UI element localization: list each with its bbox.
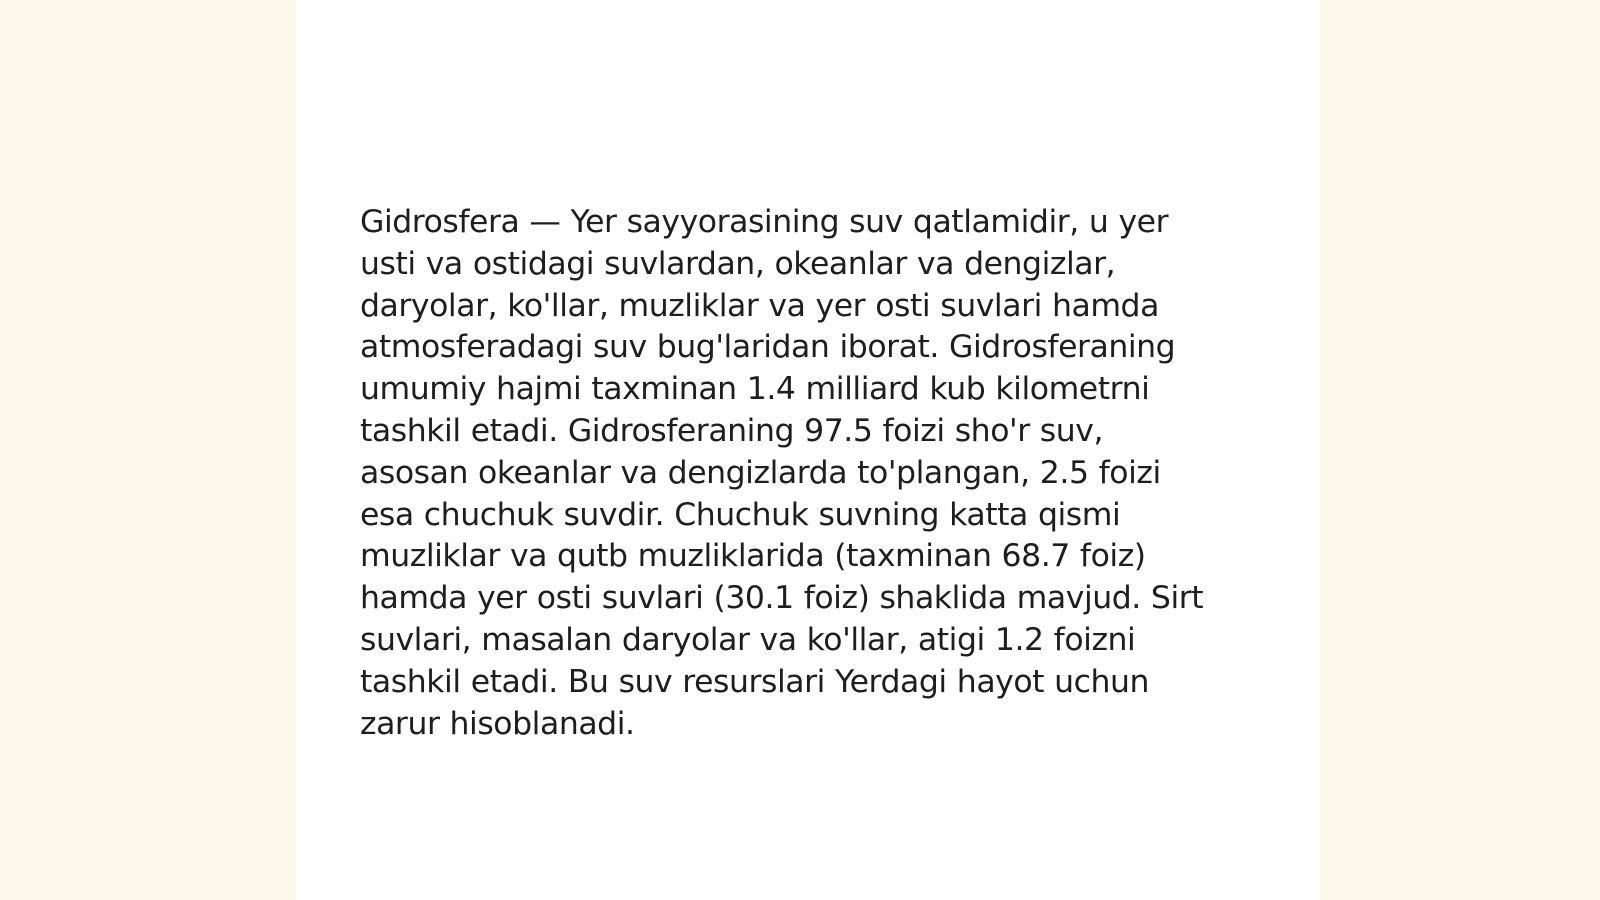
paragraph-line: hamda yer osti suvlari (30.1 foiz) shaklida mavjud. Sirt	[360, 580, 1204, 617]
paragraph-line: asosan okeanlar va dengizlarda to'plangan, 2.5 foizi	[360, 454, 1161, 491]
paragraph-line: usti va ostidagi suvlardan, okeanlar va dengizlar,	[360, 245, 1116, 282]
paragraph-line: tashkil etadi. Gidrosferaning 97.5 foizi sho'r suv,	[360, 412, 1104, 449]
paragraph-line: esa chuchuk suvdir. Chuchuk suvning katta qismi	[360, 496, 1121, 533]
right-margin	[1320, 0, 1600, 900]
paragraph-line: tashkil etadi. Bu suv resurslari Yerdagi hayot uchun	[360, 663, 1150, 700]
paragraph-line: daryolar, ko'llar, muzliklar va yer osti suvlari hamda	[360, 287, 1159, 324]
paragraph-line: suvlari, masalan daryolar va ko'llar, atigi 1.2 foizni	[360, 621, 1136, 658]
paragraph-line: muzliklar va qutb muzliklarida (taxminan 68.7 foiz)	[360, 538, 1146, 575]
paragraph-line: atmosferadagi suv bug'laridan iborat. Gidrosferaning	[360, 329, 1176, 366]
paragraph-line: zarur hisoblanadi.	[360, 705, 635, 742]
left-margin	[0, 0, 296, 900]
paragraph-line: Gidrosfera — Yer sayyorasining suv qatlamidir, u yer	[360, 204, 1169, 240]
paragraph-line: umumiy hajmi taxminan 1.4 milliard kub kilometrni	[360, 371, 1150, 408]
body-paragraph	[360, 202, 1260, 745]
document-page	[296, 0, 1320, 900]
